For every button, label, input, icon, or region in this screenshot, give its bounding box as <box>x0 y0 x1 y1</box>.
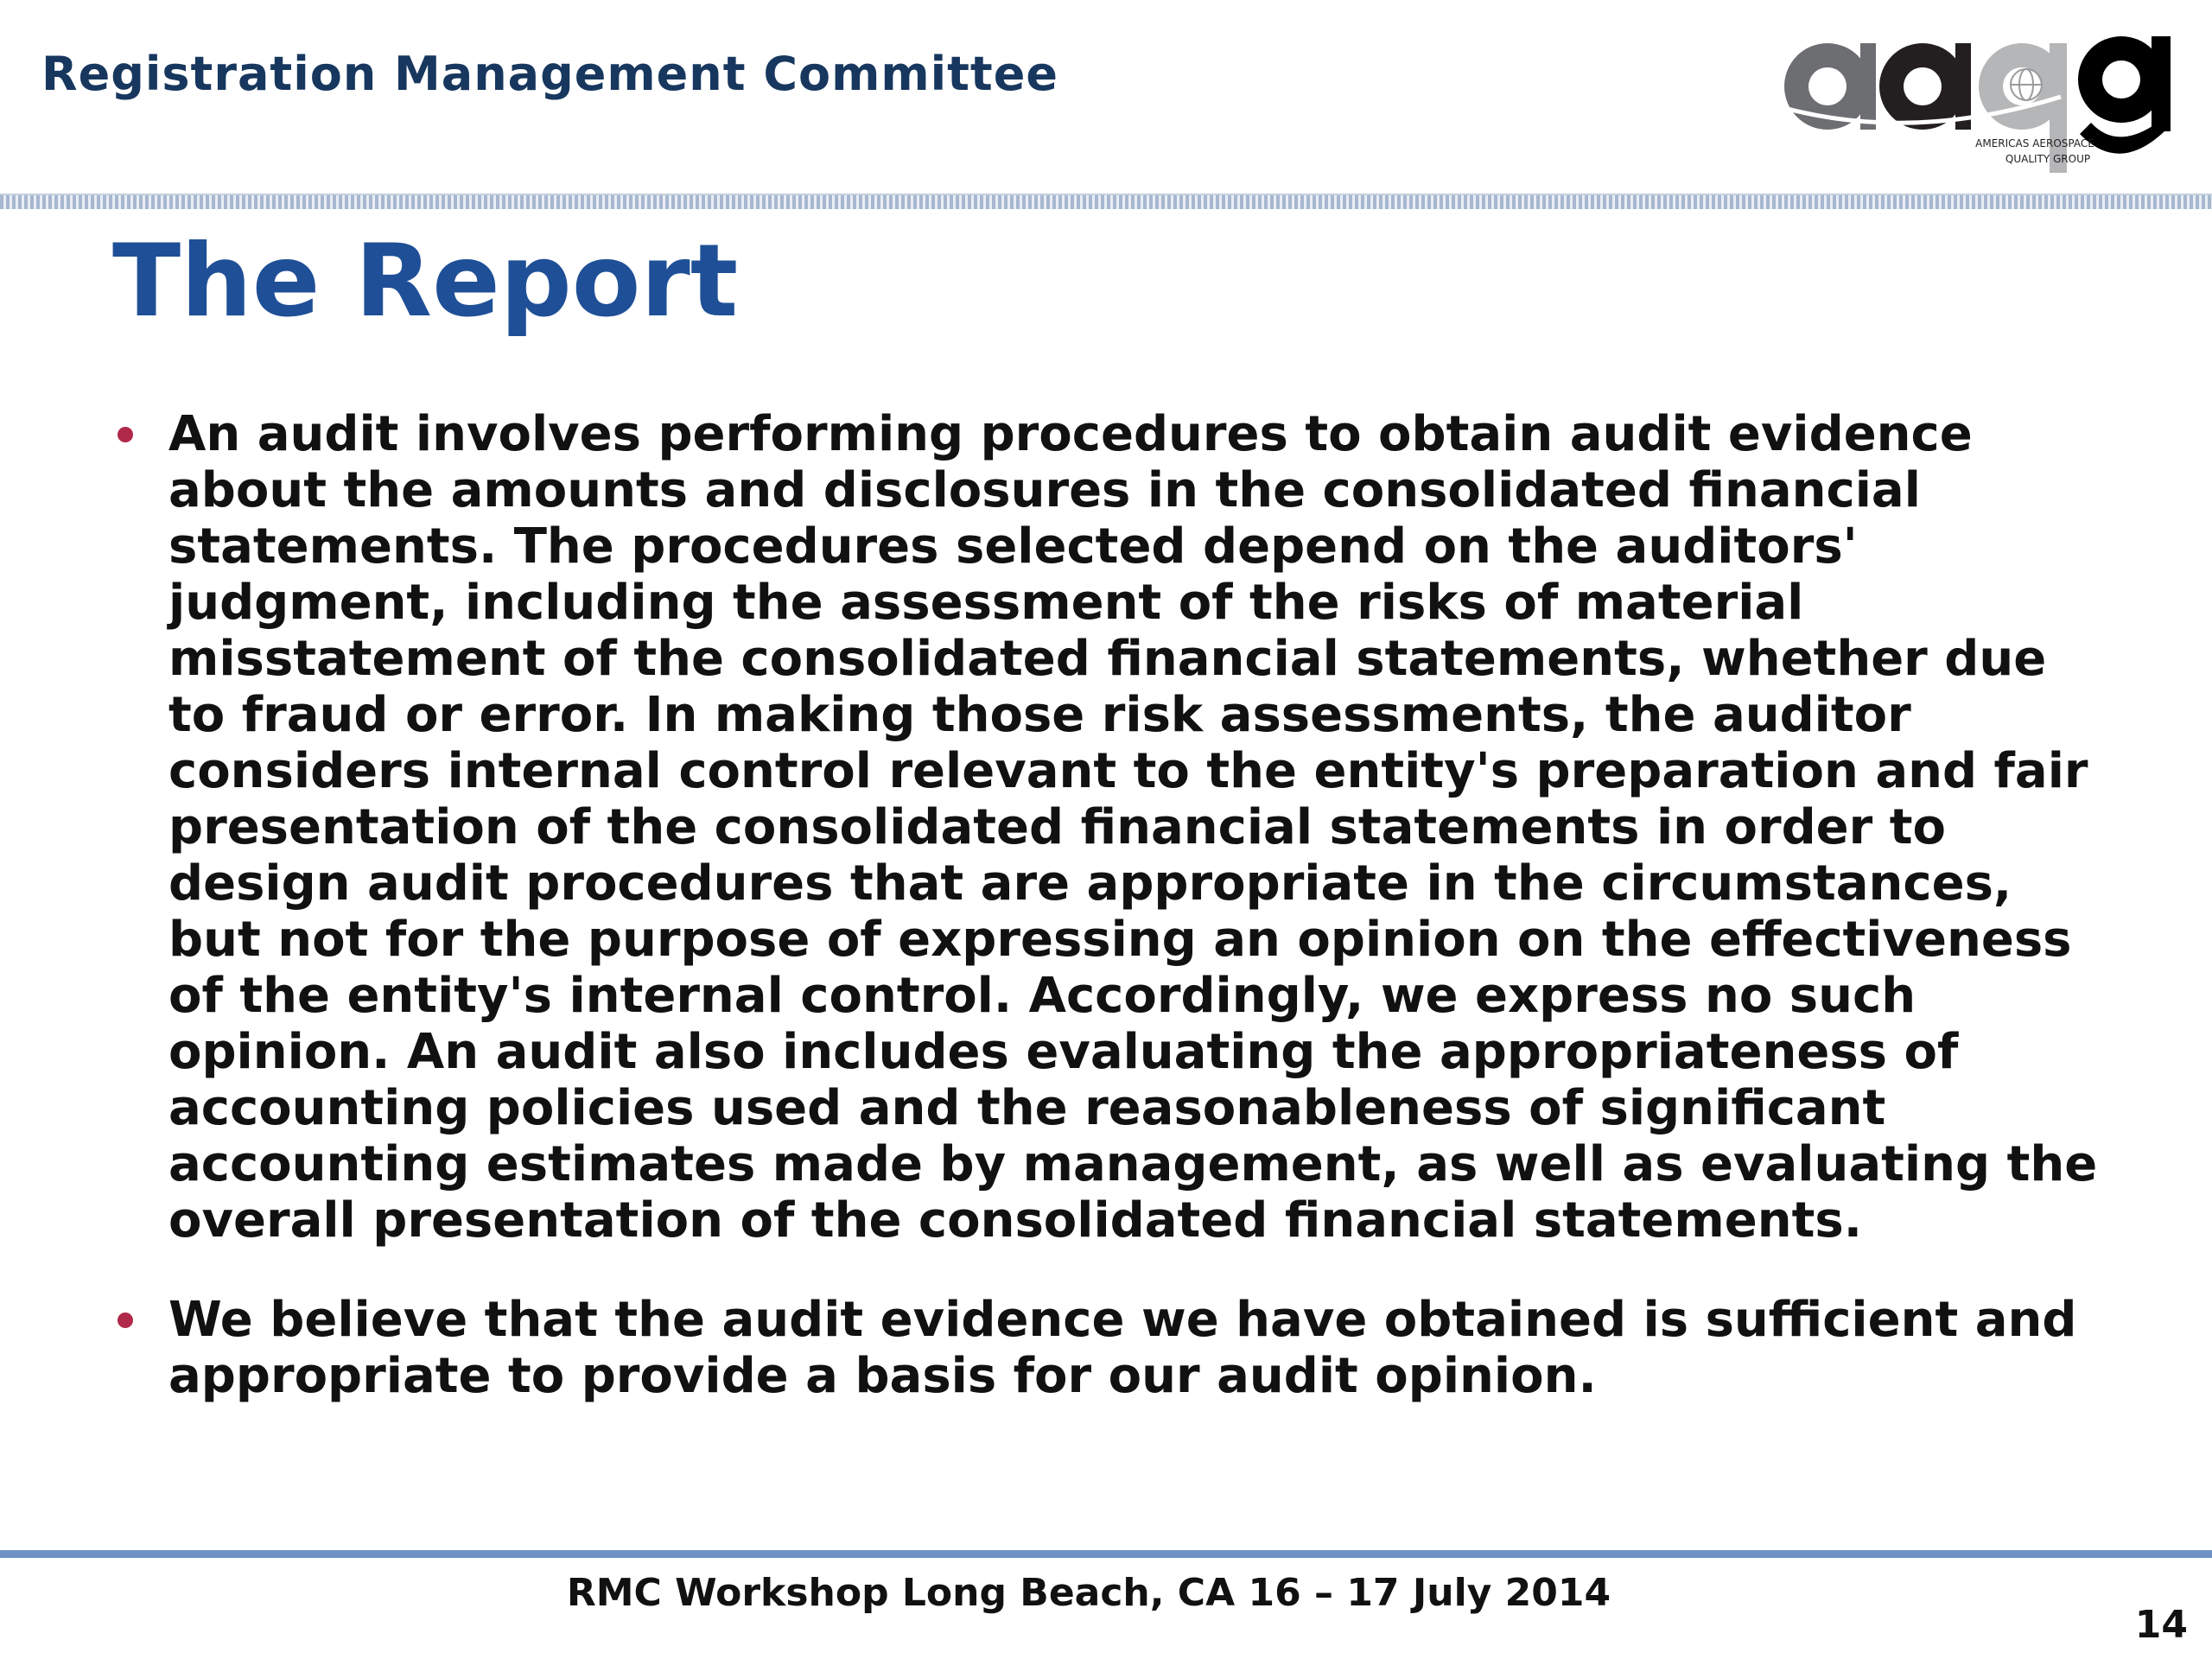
logo-tagline-2: QUALITY GROUP <box>2005 153 2091 165</box>
committee-header: Registration Management Committee <box>41 47 1058 101</box>
aaqg-logo <box>1776 17 2190 173</box>
page-number: 14 <box>2134 1603 2188 1647</box>
header-divider <box>0 194 2212 209</box>
slide-content <box>112 406 2108 1447</box>
bullet-text: An audit involves performing procedures to obtain audit evidence about the amounts and disclosures in the consolidated financial statements. The procedures selected depend on the auditors' judgment, including the assessment of the risks of material misstatement of the consolidated financial statements, whether due to fraud or error. In making those risk assessments, the auditor considers internal control relevant to the entity's preparation and fair presentation of the consolidated financial statements in order to design audit procedures that are appropriate in the circumstances, but not for the purpose of expressing an opinion on the effectiveness of the entity's internal control. Accordingly, we express no such opinion. An audit also includes evaluating the appropriateness of accounting policies used and the reasonableness of significant accounting estimates made by management, as well as evaluating the overall presentation of the consolidated financial statements. <box>168 406 2098 1249</box>
logo-letter-g <box>2078 36 2171 154</box>
footer-divider <box>0 1550 2212 1558</box>
logo-letter-a2 <box>1879 43 1971 130</box>
bullet-item <box>112 1292 2108 1404</box>
bullet-dot-icon <box>118 1313 133 1328</box>
footer-event: RMC Workshop Long Beach, CA 16 – 17 July 2014 <box>566 1571 1611 1615</box>
logo-tagline-1: AMERICAS AEROSPACE <box>1975 137 2094 149</box>
bullet-text: We believe that the audit evidence we have obtained is sufficient and appropriate to provide a basis for our audit opinion. <box>168 1292 2077 1404</box>
slide-title: The Report <box>112 223 739 340</box>
bullet-item <box>112 406 2108 1249</box>
bullet-dot-icon <box>118 427 133 442</box>
